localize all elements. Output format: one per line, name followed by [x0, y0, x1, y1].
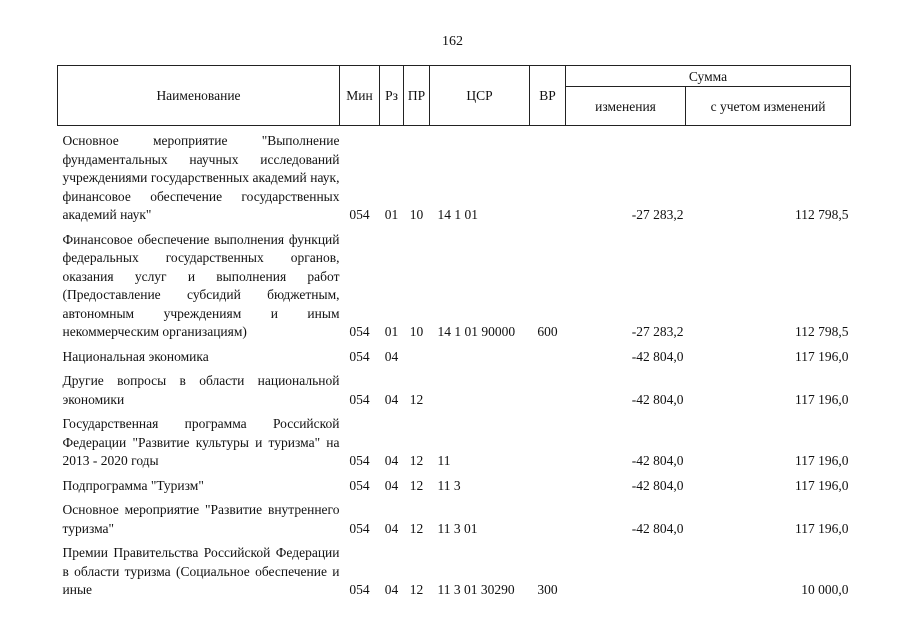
table-row — [58, 126, 851, 225]
cell-csr — [430, 366, 530, 409]
cell-rz: 04 — [384, 582, 399, 597]
table-row — [58, 225, 851, 342]
cell-csr: 14 1 01 90000 — [437, 324, 516, 339]
cell-name: Финансовое обеспечение выполнения функций федеральных государственных органов, оказания услуг и выполнения работ (Предоставление субсидий бюджетным, автономным учреждениям и иным некоммерческим организациям) — [62, 231, 340, 339]
table-row — [58, 366, 851, 409]
cell-vr — [530, 366, 566, 409]
table-row — [58, 342, 851, 367]
cell-vr — [530, 495, 566, 538]
header-vr: ВР — [530, 66, 566, 126]
cell-csr: 11 — [437, 453, 451, 468]
cell-csr: 11 3 01 — [437, 520, 478, 536]
cell-total: 112 798,5 — [795, 207, 849, 222]
cell-name: Государственная программа Российской Федерации "Развитие культуры и туризма" на 2013 - 2020 годы — [62, 416, 340, 468]
header-changes: изменения — [566, 87, 686, 126]
cell-changes: -42 804,0 — [631, 453, 684, 468]
cell-pr: 10 — [409, 324, 424, 339]
header-csr: ЦСР — [430, 66, 530, 126]
cell-csr: 11 3 01 30290 — [437, 582, 515, 597]
header-name: Наименование — [58, 66, 340, 126]
header-pr: ПР — [404, 66, 430, 126]
cell-vr — [530, 409, 566, 471]
cell-rz: 04 — [384, 453, 399, 468]
cell-total: 117 196,0 — [795, 391, 849, 407]
cell-pr — [404, 342, 430, 367]
cell-changes — [566, 538, 686, 600]
cell-rz: 01 — [384, 324, 399, 339]
cell-name: Другие вопросы в области национальной экономики — [62, 373, 340, 407]
cell-name: Основное мероприятие "Выполнение фундаментальных научных исследований учреждениями государственных академий наук, финансовое обеспечение государственных академий наук" — [62, 133, 340, 222]
cell-rz: 04 — [384, 477, 399, 493]
cell-name: Подпрограмма "Туризм" — [62, 477, 204, 493]
cell-rz: 01 — [384, 207, 399, 222]
cell-changes: -42 804,0 — [631, 391, 684, 407]
table-row — [58, 495, 851, 538]
cell-vr: 600 — [537, 324, 558, 339]
table-row — [58, 409, 851, 471]
table-header — [58, 66, 851, 126]
table-row — [58, 471, 851, 496]
cell-min: 054 — [349, 207, 370, 222]
cell-name: Национальная экономика — [62, 348, 209, 364]
cell-name: Премии Правительства Российской Федерации в области туризма (Социальное обеспечение и иные — [62, 545, 340, 597]
cell-changes: -42 804,0 — [631, 520, 684, 536]
cell-total: 10 000,0 — [801, 582, 849, 597]
cell-rz: 04 — [384, 391, 399, 407]
cell-vr — [530, 126, 566, 225]
cell-min: 054 — [349, 391, 370, 407]
cell-changes: -27 283,2 — [631, 324, 684, 339]
table-body — [58, 126, 851, 600]
header-sum: Сумма — [566, 66, 851, 87]
cell-total: 117 196,0 — [795, 348, 849, 364]
cell-rz: 04 — [384, 520, 399, 536]
cell-pr: 12 — [409, 582, 424, 597]
cell-pr: 12 — [409, 453, 424, 468]
cell-rz: 04 — [384, 348, 399, 364]
cell-vr — [530, 471, 566, 496]
cell-min: 054 — [349, 582, 370, 597]
cell-total: 117 196,0 — [795, 520, 849, 536]
cell-pr: 10 — [409, 207, 424, 222]
cell-csr: 14 1 01 — [437, 207, 478, 222]
cell-pr: 12 — [409, 520, 424, 536]
cell-total: 117 196,0 — [795, 453, 849, 468]
header-min: Мин — [340, 66, 380, 126]
cell-changes: -27 283,2 — [631, 207, 684, 222]
cell-min: 054 — [349, 520, 370, 536]
page-number: 162 — [442, 34, 463, 49]
header-rz: Рз — [380, 66, 404, 126]
cell-total: 117 196,0 — [795, 477, 849, 493]
cell-min: 054 — [349, 324, 370, 339]
cell-csr: 11 3 — [437, 477, 461, 493]
cell-vr: 300 — [537, 582, 558, 597]
budget-table — [57, 65, 851, 600]
cell-changes: -42 804,0 — [631, 477, 684, 493]
cell-name: Основное мероприятие "Развитие внутреннего туризма" — [62, 502, 340, 536]
cell-min: 054 — [349, 453, 370, 468]
table-row — [58, 538, 851, 600]
cell-csr — [430, 342, 530, 367]
cell-min: 054 — [349, 477, 370, 493]
cell-min: 054 — [349, 348, 370, 364]
cell-total: 112 798,5 — [795, 324, 849, 339]
cell-vr — [530, 342, 566, 367]
header-with-changes: с учетом изменений — [686, 87, 851, 126]
cell-pr: 12 — [409, 391, 424, 407]
cell-pr: 12 — [409, 477, 424, 493]
cell-changes: -42 804,0 — [631, 348, 684, 364]
